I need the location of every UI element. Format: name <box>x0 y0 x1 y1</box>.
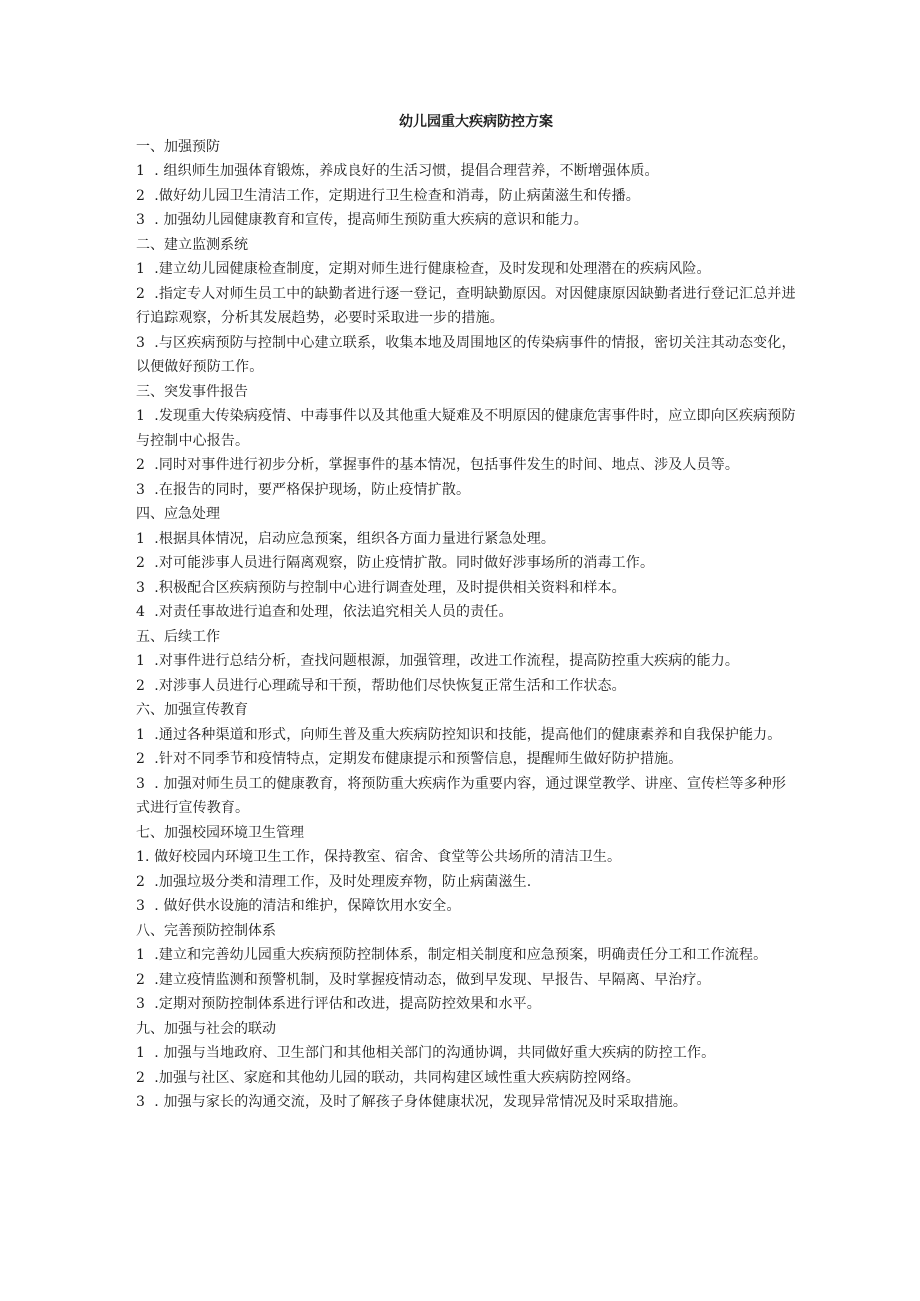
list-item: 1 .建立幼儿园健康检查制度，定期对师生进行健康检查，及时发现和处理潜在的疾病风险。 <box>136 261 711 277</box>
document-title: 幼儿园重大疾病防控方案 <box>399 114 553 130</box>
list-item: 2 .对可能涉事人员进行隔离观察，防止疫情扩散。同时做好涉事场所的消毒工作。 <box>136 555 655 571</box>
list-item: 3 .在报告的同时，要严格保护现场，防止疫情扩散。 <box>136 481 471 498</box>
section-heading: 四、应急处理 <box>136 506 220 522</box>
list-item: 1 .根据具体情况，启动应急预案，组织各方面力量进行紧急处理。 <box>136 530 556 547</box>
list-item: 1 .对事件进行总结分析，查找问题根源，加强管理，改进工作流程，提高防控重大疾病的能力。 <box>136 653 740 669</box>
section-5 <box>136 625 796 699</box>
list-item: 2 .同时对事件进行初步分析，掌握事件的基本情况，包括事件发生的时间、地点、涉及人员等。 <box>136 457 740 473</box>
section-heading: 一、加强预防 <box>136 138 220 155</box>
list-item: 3 .积极配合区疾病预防与控制中心进行调查处理，及时提供相关资料和样本。 <box>136 579 626 596</box>
section-7 <box>136 821 796 919</box>
list-item: 2 .对涉事人员进行心理疏导和干预，帮助他们尽快恢复正常生活和工作状态。 <box>136 677 626 694</box>
section-heading: 三、突发事件报告 <box>136 383 248 400</box>
section-6 <box>136 698 796 821</box>
list-item: 3 . 加强与家长的沟通交流，及时了解孩子身体健康状况，发现异常情况及时采取措施。 <box>136 1094 688 1110</box>
section-2 <box>136 233 796 380</box>
section-1 <box>136 135 796 233</box>
list-item: 2 .针对不同季节和疫情特点，定期发布健康提示和预警信息，提醒师生做好防护措施。 <box>136 751 683 767</box>
list-item: 1 .发现重大传染病疫情、中毒事件以及其他重大疑难及不明原因的健康危害事件时，应立即向区疾病预防与控制中心报告。 <box>136 408 796 449</box>
section-heading: 六、加强宣传教育 <box>136 702 248 718</box>
document-page <box>136 110 796 1115</box>
section-heading: 二、建立监测系统 <box>136 236 248 253</box>
list-item: 1. 做好校园内环境卫生工作，保持教室、宿舍、食堂等公共场所的清洁卫生。 <box>136 849 622 865</box>
list-item: 2 .加强垃圾分类和清理工作，及时处理废弃物，防止病菌滋生. <box>136 873 532 890</box>
section-heading: 五、后续工作 <box>136 628 220 645</box>
list-item: 1 .通过各种渠道和形式，向师生普及重大疾病防控知识和技能，提高他们的健康素养和自我保护能力。 <box>136 726 782 743</box>
list-item: 2 .指定专人对师生员工中的缺勤者进行逐一登记，查明缺勤原因。对因健康原因缺勤者进行登记汇总并进行追踪观察，分析其发展趋势，必要时采取进一步的措施。 <box>136 285 796 326</box>
section-heading: 八、完善预防控制体系 <box>136 922 276 939</box>
list-item: 1 .建立和完善幼儿园重大疾病预防控制体系，制定相关制度和应急预案，明确责任分工和工作流程。 <box>136 947 768 963</box>
list-item: 1 . 加强与当地政府、卫生部门和其他相关部门的沟通协调，共同做好重大疾病的防控工作。 <box>136 1045 716 1061</box>
list-item: 2 .建立疫情监测和预警机制，及时掌握疫情动态，做到早发现、早报告、早隔离、早治疗。 <box>136 971 711 988</box>
list-item: 3 .与区疾病预防与控制中心建立联系，收集本地及周围地区的传染病事件的情报，密切关注其动态变化，以便做好预防工作。 <box>136 334 796 375</box>
list-item: 4 .对责任事故进行追查和处理，依法追究相关人员的责任。 <box>136 604 513 620</box>
list-item: 2 .做好幼儿园卫生清洁工作，定期进行卫生检查和消毒，防止病菌滋生和传播。 <box>136 187 640 204</box>
section-9 <box>136 1017 796 1115</box>
list-item: 3 . 做好供水设施的清洁和维护，保障饮用水安全。 <box>136 898 461 914</box>
section-heading: 七、加强校园环境卫生管理 <box>136 824 304 841</box>
section-3 <box>136 380 796 503</box>
section-8 <box>136 919 796 1017</box>
list-item: 3 .定期对预防控制体系进行评估和改进，提高防控效果和水平。 <box>136 996 541 1012</box>
list-item: 1 . 组织师生加强体育锻炼，养成良好的生活习惯，提倡合理营养，不断增强体质。 <box>136 163 659 179</box>
list-item: 3 . 加强对师生员工的健康教育，将预防重大疾病作为重要内容，通过课堂教学、讲座、宣传栏等多种形式进行宣传教育。 <box>136 775 787 816</box>
section-4 <box>136 502 796 625</box>
list-item: 3 . 加强幼儿园健康教育和宣传，提高师生预防重大疾病的意识和能力。 <box>136 212 588 228</box>
section-heading: 九、加强与社会的联动 <box>136 1020 276 1037</box>
list-item: 2 .加强与社区、家庭和其他幼儿园的联动，共同构建区域性重大疾病防控网络。 <box>136 1069 640 1086</box>
